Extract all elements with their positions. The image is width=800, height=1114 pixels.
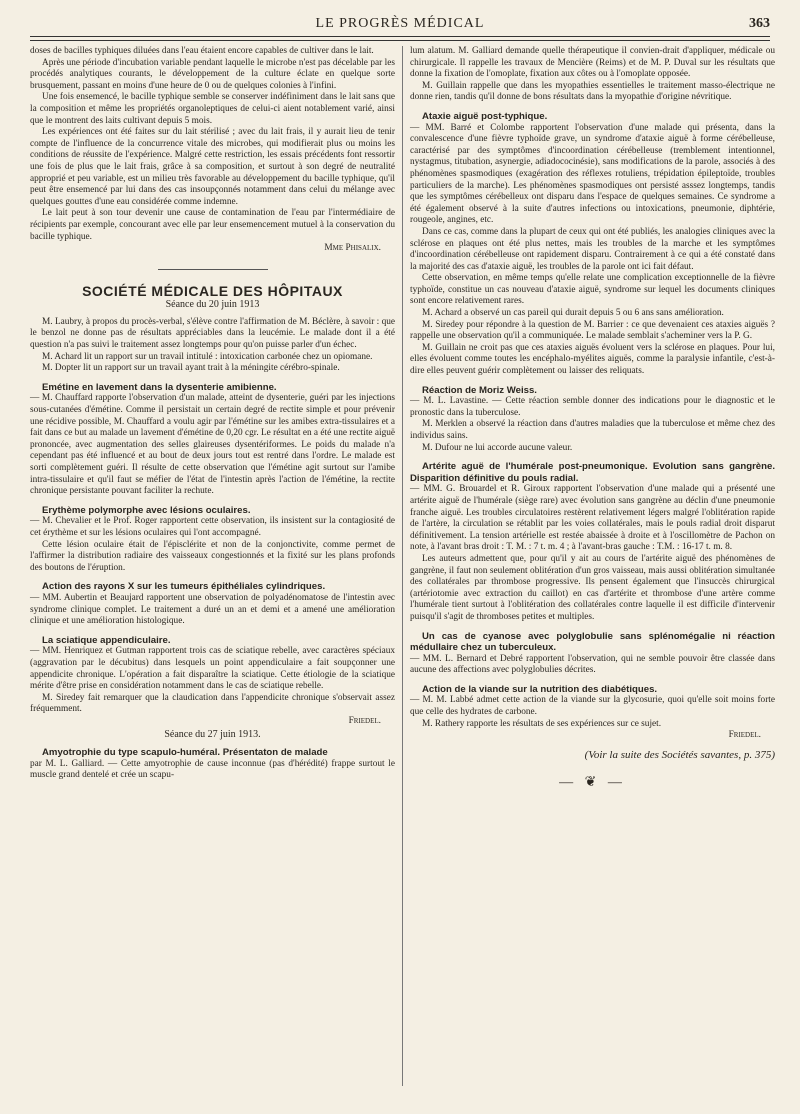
- right-column: [410, 46, 775, 789]
- paragraph: — MM. Barré et Colombe rapportent l'observation d'une malade qui présenta, dans la convalescence d'une fièvre typhoïde grave, un syndrome d'ataxie aiguë à forme cérébelleuse, caractérisé par des symptômes d'incoordination cérébelleuse (tremblement intentionnel, nystagmus, titubation, asynergie, adiadococinésie), sans modifications de la parole, associés à des phénomènes spasmodiques (exagération des réflexes rotuliens, trépidation épileptoïde, troubles particuliers de la marche). Les phénomènes spasmodiques ont persisté asssez longtemps, tandis que les symptômes cérébelleux ont disparu dans l'espace de quelques semaines. Ce syndrome a été également observé à la suite d'autres infections ou intoxications, pneumonie, diphtérie, rougeole, angines, etc.: [410, 122, 775, 226]
- entry-title: Réaction de Moriz Weiss.: [422, 384, 537, 396]
- paragraph: M. Merklen a observé la réaction dans d'autres maladies que la tuberculose et même chez des individus sains.: [410, 419, 775, 441]
- paragraph: M. Guillain rappelle que dans les myopathies essentielles le traitement masso-électrique ne donne rien, tandis qu'il donne de bons résultats dans la myopathie d'origine névritique.: [410, 80, 775, 103]
- paragraph: M. Rathery rapporte les résultats de ses expériences sur ce sujet.: [422, 718, 662, 729]
- session-date: Séance du 20 juin 1913: [165, 299, 260, 311]
- journal-title: LE PROGRÈS MÉDICAL: [315, 16, 485, 31]
- paragraph: — M. L. Lavastine. — Cette réaction semble donner des indications pour le diagnostic et le pronostic dans la tuberculose.: [410, 396, 775, 418]
- entry-title: Artérite aguë de l'humérale post-pneumonique. Evolution sans gangrène. Disparition définitive du pouls radial.: [410, 461, 775, 484]
- paragraph: Cette lésion oculaire était de l'épisclérite et non de la conjonctivite, comme permet de l'affirmer la distribution radiaire des vaisseaux congestionnés et la fixité sur les plans profonds des boutons de l'éruption.: [30, 539, 395, 573]
- paragraph: lum alatum. M. Galliard demande quelle thérapeutique il convien-drait d'appliquer, médicale ou chirurgicale. Il rappelle les travaux de Mencière (Reims) et de M. P. Duval sur les résultats que donne la fixation de l'omoplate, fixation aux côtes ou à l'omoplate opposée.: [410, 46, 775, 80]
- paragraph: — MM. Henriquez et Gutman rapportent trois cas de sciatique rebelle, avec caractères spéciaux (aggravation par le décubitus) dans lesquels un point appendiculaire a fait soupçonner une appendicite chronique. L'opération a fait disparaître la sciatique. Cette étiologie de la sciatique mérite d'être prise en considération notamment dans le cas de sciatique rebelle.: [30, 646, 395, 692]
- paragraph: — M. Chauffard rapporte l'observation d'un malade, atteint de dysenterie, guéri par les injections sous-cutanées d'émétine. Comme il persistait un certain degré de rectite simple et pour prévenir une récidive possible, M. Chauffard a voulu agir par l'émétine sur les amibes extra-tissulaires et a fait dans ce but au malade un lavement d'émétine de 0,20 cgr. Le résultat en a été une rectite aiguë prononcée, avec augmentation des selles glaireuses dysentériformes. Le poids du malade n'a cependant pas été influencé et au bout de deux jours tout est rentré dans l'ordre. Le malade est sorti complètement guéri. Il résulte de cette observation que l'émétine agit surtout sur l'amibe intra-tissulaire et qu'il faut se méfier de l'état de l'intestin après l'action de l'émétine, la rectite chronique persistante pouvant faciliter la rechute.: [30, 393, 395, 497]
- paragraph: M. Achard a observé un cas pareil qui durait depuis 5 ou 6 ans sans amélioration.: [422, 308, 724, 319]
- entry-title: Ataxie aiguë post-typhique.: [422, 110, 548, 122]
- author-signature: Mme Phisalix.: [324, 243, 381, 254]
- paragraph: — M. Chevalier et le Prof. Roger rapportent cette observation, ils insistent sur la contagiosité de cet érythème et sur les lésions oculaires qui l'ont accompagné.: [30, 516, 395, 538]
- paragraph: Cette observation, en même temps qu'elle relate une complication exceptionnelle de la fièvre typhoïde, constitue un cas nouveau d'ataxie aiguë, syndrome sur lequel les documents cliniques sont encore relativement rares.: [410, 273, 775, 307]
- paragraph: M. Siredey pour répondre à la question de M. Barrier : ce que devenaient ces ataxies aiguës ? rappelle une observation qu'il a communiquée. Le malade semblait s'acheminer vers la P. G.: [410, 319, 775, 342]
- header-rule: [30, 36, 770, 41]
- running-header: [30, 14, 770, 36]
- entry-title: Action des rayons X sur les tumeurs épithéliales cylindriques.: [42, 581, 326, 593]
- author-signature: Friedel.: [348, 715, 381, 726]
- paragraph: M. Guillain ne croit pas que ces ataxies aiguës évoluent vers la sclérose en plaques. Pour lui, elles évoluent comme toutes les encéphalo-myélites aiguës, comme la paralysie infantile, c'est-à-dire elles peuvent guérir complètement ou laisser des reliquats.: [410, 342, 775, 377]
- entry-title: Erythème polymorphe avec lésions oculaires.: [42, 504, 251, 516]
- paragraph: Une fois ensemencé, le bacille typhique semble se conserver indéfiniment dans le lait sans que la composition et même les propriétés organoleptiques de celui-ci aient notablement varié, ainsi que le montrent des laits cultivant depuis 5 mois.: [30, 92, 395, 126]
- entry-title: Action de la viande sur la nutrition des diabétiques.: [422, 683, 658, 695]
- entry-title: Amyotrophie du type scapulo-huméral. Présentaton de malade: [42, 747, 328, 759]
- paragraph: M. Dopter lit un rapport sur un travail ayant trait à la méningite cérébro-spinale.: [42, 363, 340, 374]
- ornament-icon: — ❦ —: [559, 775, 626, 791]
- page-number: 363: [749, 16, 770, 31]
- paragraph: Les expériences ont été faites sur du lait stérilisé ; avec du lait frais, il y aurait lieu de tenir compte de l'influence de la concurrence vitale des microbes, qui modifierait plus ou moins les conditions de réussite de l'expérience. Malgré cette restriction, les essais précédents font ressortir une fois de plus que le lait frais, grâce à sa composition, et surtout à son degré de neutralité approprié et peu variable, est un milieu très favorable au développement du bacille typhique, qu'il peut être ensemencé par lui dans des cas insoupçonnés notamment dans celui du mélange avec quelques gouttes d'une eau considérée comme indemne.: [30, 127, 395, 207]
- column-divider: [402, 46, 403, 1086]
- paragraph: par M. L. Galliard. — Cette amyotrophie de cause inconnue (pas d'hérédité) frappe surtout le muscle grand dentelé et crée un scapu-: [30, 758, 395, 781]
- author-signature: Friedel.: [728, 730, 761, 741]
- paragraph: — MM. G. Brouardel et R. Giroux rapportent l'observation d'une malade qui a présenté une artérite aiguë de l'humérale (siège rare) avec évolution sans gangrène au déclin d'une pneumonie franche aiguë. Les troubles circulatoires restèrent relativement légers malgré l'oblitération rapide de l'artère, la circulation se rétablit par les voies collatérales, mais le pouls radial droit disparut définitivement. La tension artérielle est restée abaissée à droite et à l'oscillomètre de Pachon on note, à l'avant bras droit : T. M. : 7 t. m. 4 ; à l'avant-bras gauche : T.M. : 16-17 t. m. 8.: [410, 484, 775, 553]
- paragraph: Le lait peut à son tour devenir une cause de contamination de l'eau par l'intermédiaire de récipients par exemple, concourant avec elle par leur ensemencement mutuel à la conservation du bacille typhique.: [30, 208, 395, 242]
- paragraph: Dans ce cas, comme dans la plupart de ceux qui ont été publiés, les analogies cliniques avec la sclérose en plaques ont été plus nettes, mais les troubles de la marche et les symptômes d'incoordination cérébelleuse ont rapidement disparu. Contrairement à ce qui a été constaté dans la majorité des cas d'ataxie aiguë, les troubles de la parole ont ici fait défaut.: [410, 226, 775, 272]
- left-column: [30, 46, 395, 782]
- continued-note: (Voir la suite des Sociétés savantes, p. 375): [584, 748, 775, 761]
- entry-title: Emétine en lavement dans la dysenterie amibienne.: [42, 381, 277, 393]
- paragraph: Après une période d'incubation variable pendant laquelle le microbe n'est pas décelable par les procédés analytiques courants, le développement de la culture éclate en quelque sorte brusquement, passant en moins d'une heure de 0 ou de quelques colonies à l'infini.: [30, 57, 395, 91]
- section-separator: [158, 269, 268, 270]
- paragraph: Les auteurs admettent que, pour qu'il y ait au cours de l'artérite aiguë des phénomènes de gangrène, il faut non seulement oblitération d'un gros vaisseau, mais aussi oblitération simultanée des collatérales par thrombose progressive. Ils pensent également que l'insuccès chirurgical (artériotomie avec extraction du caillot) en cas d'artérite et thrombose d'une artère comme l'humérale tient surtout à l'oblitération des collatérales contre laquelle il est difficile d'intervenir puisqu'il s'agit de thromboses petites et multiples.: [410, 553, 775, 622]
- session-date: Séance du 27 juin 1913.: [164, 729, 261, 741]
- paragraph: M. Siredey fait remarquer que la claudication dans l'appendicite chronique s'observait assez fréquemment.: [30, 692, 395, 715]
- paragraph: — MM. Aubertin et Beaujard rapportent une observation de polyadénomatose de l'intestin avec syndrome clinique complet. Le traitement a duré un an et demi et a amené une amélioration clinique et une amélioration histologique.: [30, 592, 395, 627]
- paragraph: M. Dufour ne lui accorde aucune valeur.: [422, 442, 573, 453]
- paragraph: — MM. L. Bernard et Debré rapportent l'observation, qui ne semble pouvoir être classée dans aucune des affections avec polyglobulies décrites.: [410, 653, 775, 676]
- paragraph: doses de bacilles typhiques diluées dans l'eau étaient encore capables de cultiver dans le lait.: [30, 46, 374, 56]
- paragraph: M. Achard lit un rapport sur un travail intitulé : intoxication carbonée chez un opiomane.: [42, 351, 373, 362]
- paragraph: — M. M. Labbé admet cette action de la viande sur la glycosurie, quoi qu'elle soit moins forte que celle des hydrates de carbone.: [410, 695, 775, 718]
- section-title: SOCIÉTÉ MÉDICALE DES HÔPITAUX: [82, 282, 343, 299]
- entry-title: Un cas de cyanose avec polyglobulie sans splénomégalie ni réaction médullaire chez un tuberculeux.: [410, 630, 775, 654]
- paragraph: M. Laubry, à propos du procès-verbal, s'élève contre l'affirmation de M. Béclère, à savoir : que le benzol ne donne pas de résultats appréciables dans la leucémie. Le malade dont il a été question n'a pas suivi le traitement assez longtemps pour qu'on puisse parler d'un échec.: [30, 316, 395, 351]
- entry-title: La sciatique appendiculaire.: [42, 634, 171, 646]
